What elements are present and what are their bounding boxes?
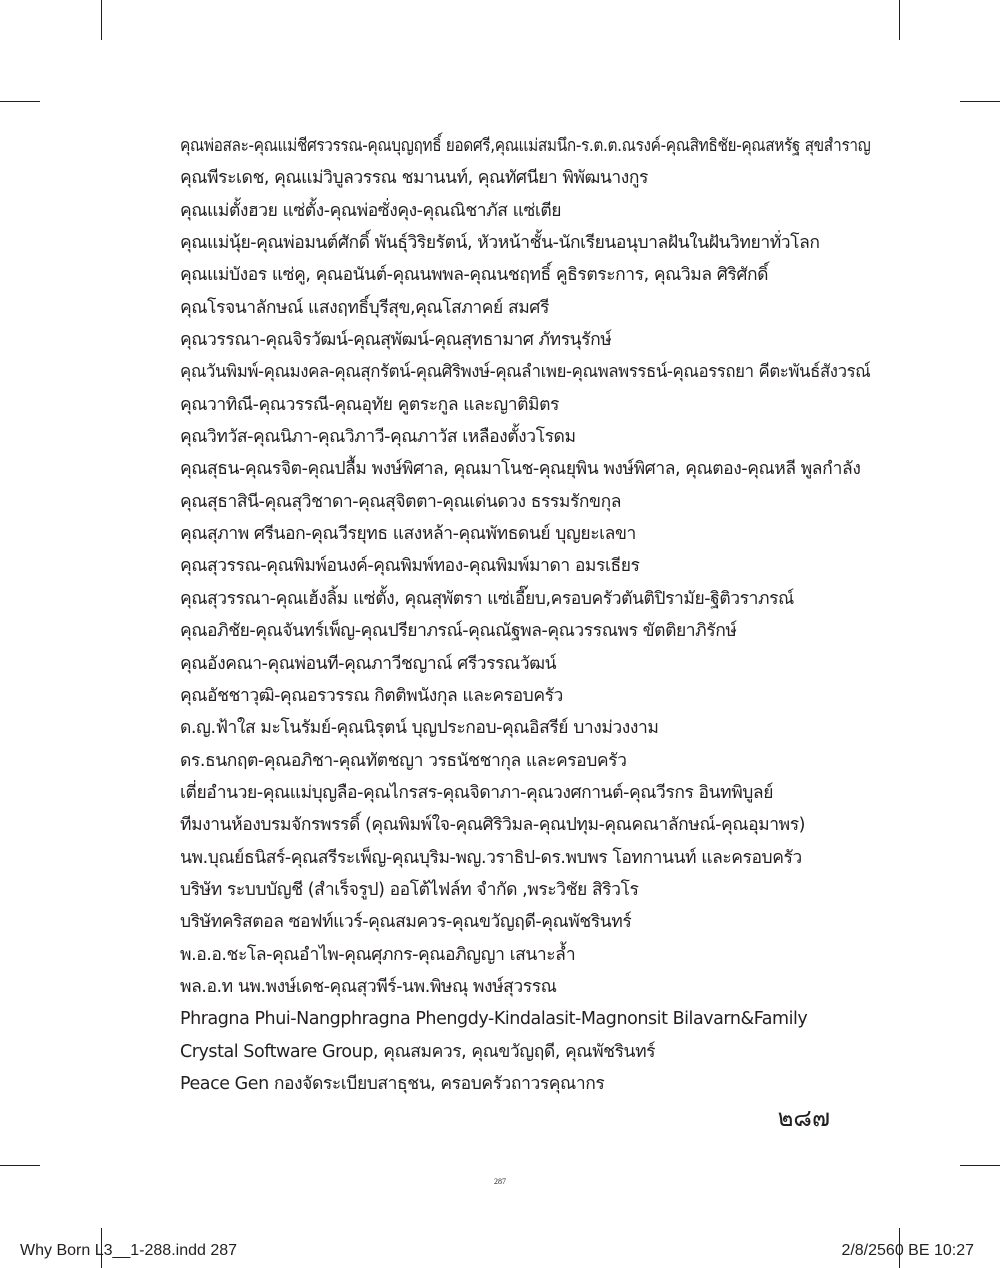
list-item: ด.ญ.ฟ้าใส มะโนรัมย์-คุณนิรุตน์ บุญประกอบ-คุณอิสรีย์ บางม่วงงาม (180, 718, 659, 739)
crop-mark (101, 0, 102, 40)
list-item: Crystal Software Group, คุณสมควร, คุณขวัญฤดี, คุณพัชรินทร์ (180, 1041, 656, 1062)
list-item: คุณสุภาพ ศรีนอก-คุณวีรยุทธ แสงหล้า-คุณพัทธดนย์ บุญยะเลขา (180, 524, 636, 545)
list-item: คุณอังคณา-คุณพ่อนที-คุณภาวีชญาณ์ ศรีวรรณวัฒน์ (180, 653, 557, 674)
page-number: ๒๘๗ (777, 1104, 830, 1132)
list-item: คุณสุวรรณา-คุณเฮ้งลิ้ม แซ่ตั้ง, คุณสุพัตรา แซ่เอี๊ยบ,ครอบครัวตันติปิรามัย-ฐิติวราภรณ์ (180, 588, 794, 609)
list-item: คุณวาทิณี-คุณวรรณี-คุณอุทัย คูตระกูล และญาติมิตร (180, 394, 559, 415)
list-item: ดร.ธนกฤต-คุณอภิชา-คุณทัตชญา วรธนัชชากุล และครอบครัว (180, 750, 627, 771)
crop-mark (0, 101, 40, 102)
crop-mark (960, 1165, 1000, 1166)
list-item: คุณโรจนาลักษณ์ แสงฤทธิ์บุรีสุข,คุณโสภาคย์ สมศรี (180, 297, 549, 318)
list-item: ทีมงานห้องบรมจักรพรรดิ์ (คุณพิมพ์ใจ-คุณศิริวิมล-คุณปทุม-คุณคณาลักษณ์-คุณอุมาพร) (180, 815, 806, 836)
small-page-number: 287 (494, 1177, 506, 1186)
list-item: Peace Gen กองจัดระเบียบสาธุชน, ครอบครัวถาวรคุณากร (180, 1073, 605, 1094)
list-item: คุณวิทวัส-คุณนิภา-คุณวิภาวี-คุณภาวัส เหลืองตั้งวโรดม (180, 427, 576, 448)
crop-mark (960, 101, 1000, 102)
list-item: พ.อ.อ.ชะโล-คุณอำไพ-คุณศุภกร-คุณอภิญญา เสนาะล้ำ (180, 944, 576, 965)
list-item: Phragna Phui-Nangphragna Phengdy-Kindalasit-Magnonsit Bilavarn&Family (180, 1009, 808, 1030)
acknowledgement-list (180, 130, 870, 1100)
list-item: คุณอภิชัย-คุณจันทร์เพ็ญ-คุณปรียาภรณ์-คุณณัฐพล-คุณวรรณพร ขัตติยาภิรักษ์ (180, 621, 737, 642)
list-item: คุณสุธน-คุณรจิต-คุณปลื้ม พงษ์พิศาล, คุณมาโนช-คุณยุพิน พงษ์พิศาล, คุณตอง-คุณหลี พูลกำลัง (180, 459, 861, 480)
list-item: คุณอัชชาวุฒิ-คุณอรวรรณ กิตติพนังกุล และครอบครัว (180, 685, 563, 706)
list-item: คุณแม่บังอร แซ่คู, คุณอนันต์-คุณนพพล-คุณนชฤทธิ์ คูธิรตระการ, คุณวิมล ศิริศักดิ์ (180, 265, 769, 286)
list-item: พล.อ.ท นพ.พงษ์เดช-คุณสุวพีร์-นพ.พิษณุ พงษ์สุวรรณ (180, 976, 557, 997)
print-slug-file: Why Born L3__1-288.indd 287 (20, 1242, 238, 1259)
list-item: บริษัทคริสตอล ซอฟท์แวร์-คุณสมควร-คุณขวัญฤดี-คุณพัชรินทร์ (180, 912, 632, 933)
list-item: คุณพีระเดช, คุณแม่วิบูลวรรณ ชมานนท์, คุณทัศนียา พิพัฒนางกูร (180, 168, 648, 189)
list-item: นพ.บุณย์ธนิสร์-คุณสรีระเพ็ญ-คุณบุริม-พญ.วราธิป-ดร.พบพร โอทกานนท์ และครอบครัว (180, 847, 802, 868)
crop-mark (899, 0, 900, 40)
list-item: คุณสุธาสินี-คุณสุวิชาดา-คุณสุจิตตา-คุณเด่นดวง ธรรมรักขกุล (180, 491, 621, 512)
list-item: คุณแม่นุ้ย-คุณพ่อมนต์ศักดิ์ พันธุ์วิริยรัตน์, หัวหน้าชั้น-นักเรียนอนุบาลฝันในฝันวิทยาทั่วโลก (180, 233, 820, 254)
list-item: คุณวรรณา-คุณจิรวัฒน์-คุณสุพัฒน์-คุณสุทธามาศ ภัทรนุรักษ์ (180, 330, 612, 351)
list-item: คุณวันพิมพ์-คุณมงคล-คุณสุกรัตน์-คุณศิริพงษ์-คุณลำเพย-คุณพลพรรธน์-คุณอรรถยา คีตะพันธ์สังวรณ์ (180, 362, 871, 383)
print-slug-date: 2/8/2560 BE 10:27 (841, 1242, 974, 1259)
list-item: บริษัท ระบบบัญชี (สำเร็จรูป) ออโต้ไฟล์ท จำกัด ,พระวิชัย สิริวโร (180, 879, 639, 900)
crop-mark (0, 1165, 40, 1166)
list-item: คุณพ่อสละ-คุณแม่ชีศรวรรณ-คุณบุญฤทธิ์ ยอดศรี,คุณแม่สมนึก-ร.ต.ต.ณรงค์-คุณสิทธิชัย-คุณสหรัฐ สุขสำราญ (180, 136, 871, 156)
list-item: คุณสุวรรณ-คุณพิมพ์อนงค์-คุณพิมพ์ทอง-คุณพิมพ์มาดา อมรเธียร (180, 556, 640, 577)
list-item: คุณแม่ตั้งฮวย แซ่ตั้ง-คุณพ่อซั่งคุง-คุณณิชาภัส แซ่เตีย (180, 200, 562, 221)
list-item: เตี่ยอำนวย-คุณแม่บุญลือ-คุณไกรสร-คุณจิดาภา-คุณวงศกานต์-คุณวีรกร อินทพิบูลย์ (180, 782, 774, 803)
